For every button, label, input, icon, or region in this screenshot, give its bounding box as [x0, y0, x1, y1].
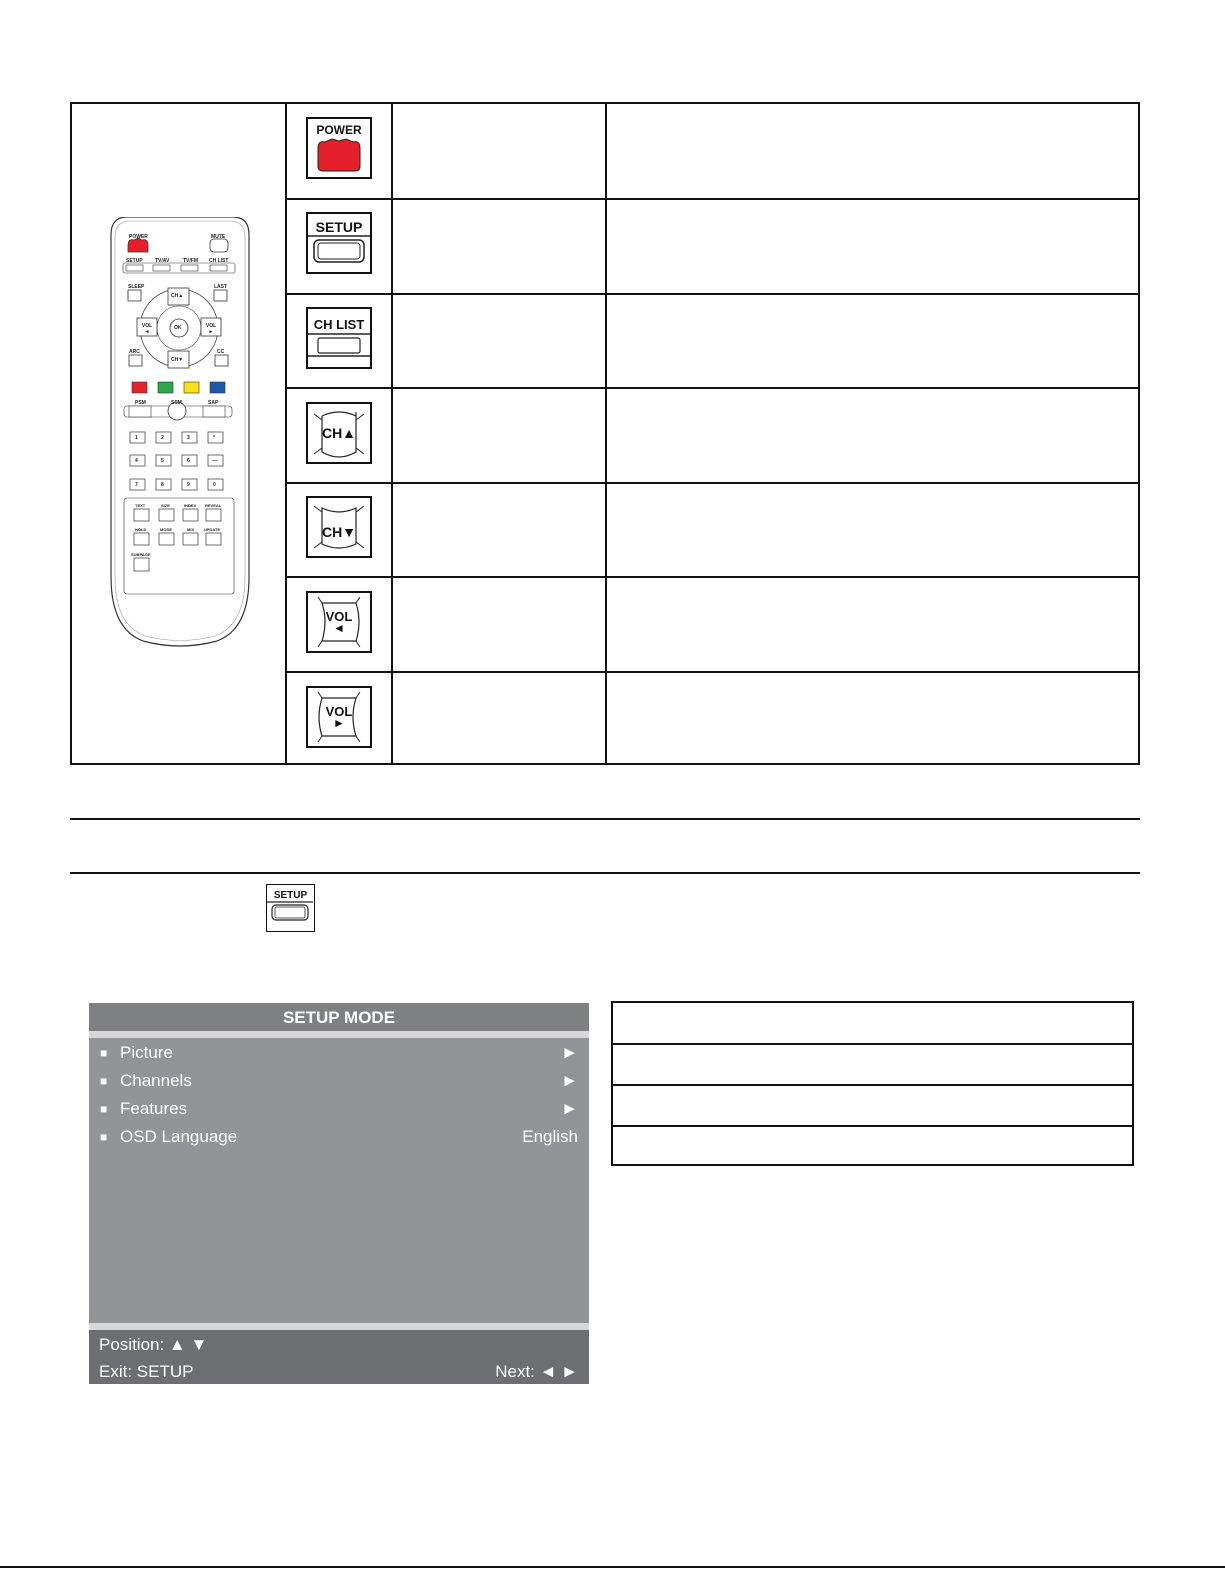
- remote-label-sap: SAP: [208, 400, 219, 406]
- remote-label-tvav: TV/AV: [155, 258, 170, 264]
- osd-item-value: English: [522, 1127, 578, 1146]
- page-bottom-rule: [0, 1566, 1225, 1568]
- bullet-icon: ■: [100, 1130, 108, 1144]
- bullet-icon: ■: [100, 1046, 108, 1060]
- remote-digit: 9: [187, 482, 190, 488]
- remote-label-ok: OK: [174, 325, 182, 331]
- section-rule-bottom: [70, 872, 1140, 874]
- remote-label-ch-up: CH▲: [171, 293, 184, 299]
- remote-label-subpage: SUBPAGE: [131, 552, 151, 557]
- remote-label-tvfm: TV/FM: [183, 258, 198, 264]
- osd-item-features[interactable]: [89, 1097, 589, 1123]
- ch-list-button-icon: [306, 307, 372, 369]
- remote-label-psm: PSM: [135, 400, 146, 406]
- remote-label-power: POWER: [129, 234, 148, 240]
- remote-digit: —: [212, 458, 217, 464]
- volume-left-label: VOL: [325, 609, 353, 624]
- osd-item-osd-language[interactable]: [89, 1125, 589, 1151]
- remote-label-text: TEXT: [135, 503, 146, 508]
- row-divider: [287, 293, 1138, 295]
- remote-button-table: [70, 102, 1140, 765]
- power-button-icon: [306, 117, 372, 179]
- column-divider: [391, 104, 393, 763]
- remote-label-vol-right: VOL ►: [205, 323, 217, 335]
- remote-digit: 1: [135, 435, 138, 441]
- remote-label-sleep: SLEEP: [128, 284, 145, 290]
- volume-right-arrow: ►: [333, 716, 345, 730]
- row-divider: [287, 671, 1138, 673]
- remote-label-mode: MODE: [160, 527, 172, 532]
- remote-label-chlist: CH LIST: [209, 258, 229, 264]
- remote-label-setup: SETUP: [126, 258, 143, 264]
- remote-digit: 3: [187, 435, 190, 441]
- volume-right-label: VOL: [325, 704, 353, 719]
- channel-up-label: CH▲: [321, 425, 357, 441]
- remote-label-hold: HOLD: [135, 527, 147, 532]
- osd-item-picture[interactable]: [89, 1041, 589, 1067]
- remote-label-vol-left: VOL ◄: [141, 323, 153, 335]
- row-divider: [613, 1125, 1132, 1127]
- remote-digit: *: [213, 435, 215, 441]
- osd-menu-body: [89, 1038, 589, 1323]
- bullet-icon: ■: [100, 1102, 108, 1116]
- remote-digit: 0: [213, 482, 216, 488]
- remote-label-reveal: REVEAL: [205, 503, 222, 508]
- setup-button-icon: [306, 212, 372, 274]
- row-divider: [613, 1043, 1132, 1045]
- channel-up-button-icon: [306, 402, 372, 464]
- channel-down-label: CH▼: [321, 524, 357, 540]
- row-divider: [287, 387, 1138, 389]
- remote-label-mute: MUTE: [211, 234, 226, 240]
- row-divider: [287, 482, 1138, 484]
- volume-left-button-icon: [306, 591, 372, 653]
- volume-left-arrow: ◄: [333, 621, 345, 635]
- osd-footer-exit: Exit: SETUP: [99, 1362, 194, 1381]
- column-divider: [285, 104, 287, 763]
- osd-item-value: ►: [561, 1043, 578, 1062]
- remote-label-ch-down: CH▼: [171, 357, 184, 363]
- osd-item-value: ►: [561, 1071, 578, 1090]
- row-divider: [287, 576, 1138, 578]
- osd-item-label: Channels: [120, 1071, 192, 1090]
- row-divider: [613, 1084, 1132, 1086]
- osd-item-channels[interactable]: [89, 1069, 589, 1095]
- remote-label-cc: CC: [217, 349, 225, 355]
- column-divider: [605, 104, 607, 763]
- section-rule-top: [70, 818, 1140, 820]
- setup-button-label: SETUP: [315, 219, 363, 235]
- bullet-icon: ■: [100, 1074, 108, 1088]
- osd-footer-position: Position: ▲ ▼: [99, 1335, 208, 1354]
- power-button-label: POWER: [316, 123, 362, 137]
- remote-label-arc: ARC: [129, 349, 140, 355]
- remote-label-last: LAST: [214, 284, 228, 290]
- remote-control-illustration: [107, 217, 253, 647]
- remote-digit: 6: [187, 458, 190, 464]
- setup-button-icon: [266, 884, 315, 932]
- osd-footer-next: Next: ◄ ►: [495, 1362, 578, 1381]
- osd-item-label: Picture: [120, 1043, 173, 1062]
- remote-digit: 2: [161, 435, 164, 441]
- osd-item-label: OSD Language: [120, 1127, 238, 1146]
- remote-label-mix: MIX: [187, 527, 195, 532]
- remote-label-size: SIZE: [161, 503, 170, 508]
- setup-options-table: [611, 1001, 1134, 1166]
- channel-down-button-icon: [306, 496, 372, 558]
- osd-item-value: ►: [561, 1099, 578, 1118]
- osd-title: SETUP MODE: [89, 1003, 589, 1031]
- setup-mode-osd: [89, 1003, 589, 1384]
- osd-item-label: Features: [120, 1099, 188, 1118]
- small-setup-label: SETUP: [273, 890, 308, 901]
- remote-label-update: UPDATE: [204, 527, 221, 532]
- remote-label-index: INDEX: [184, 503, 197, 508]
- remote-digit: 7: [135, 482, 138, 488]
- volume-right-button-icon: [306, 686, 372, 748]
- remote-digit: 5: [161, 458, 164, 464]
- remote-label-ssm: SSM: [171, 400, 182, 406]
- row-divider: [287, 198, 1138, 200]
- remote-digit: 8: [161, 482, 164, 488]
- osd-footer: [89, 1330, 589, 1384]
- ch-list-button-label: CH LIST: [313, 317, 365, 332]
- remote-digit: 4: [135, 458, 138, 464]
